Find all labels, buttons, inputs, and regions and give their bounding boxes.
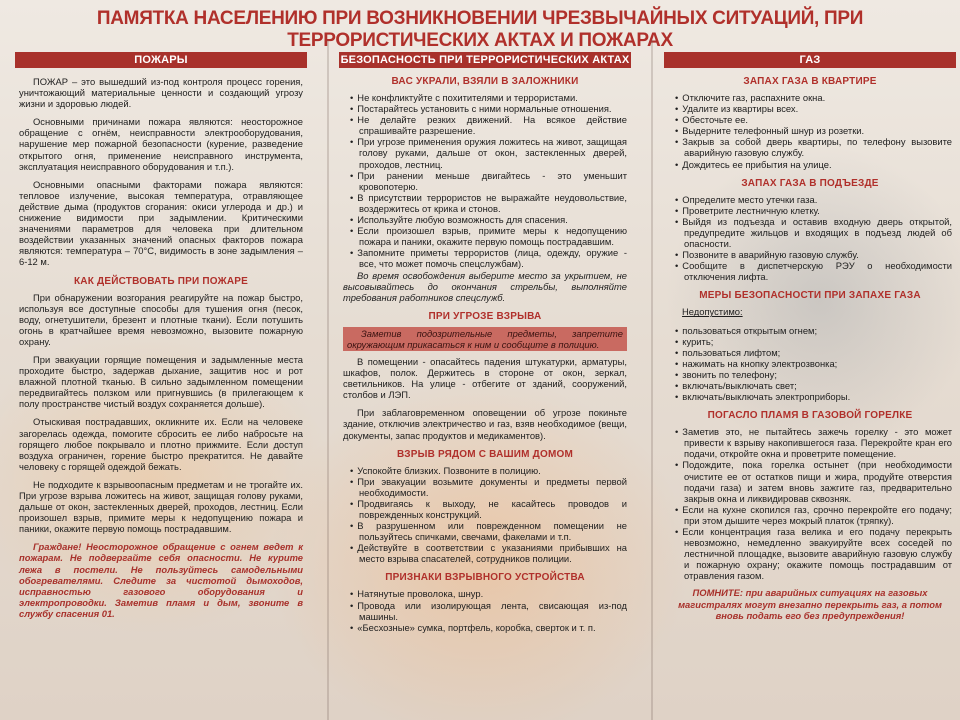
- list-item: • Продвигаясь к выходу, не касайтесь проводов и поврежденных конструкций.: [343, 498, 627, 520]
- list-item: • пользоваться лифтом;: [668, 347, 952, 358]
- gas-apartment-heading: ЗАПАХ ГАЗА В КВАРТИРЕ: [743, 76, 877, 87]
- gas-reminder: ПОМНИТЕ: при аварийных ситуациях на газовых магистралях могут внезапно перекрыть газ, а потом вновь подать его без предупреждения!: [678, 587, 942, 621]
- list-item: • При угрозе применения оружия ложитесь на живот, защищая голову руками, дальше от окон, застекленных дверей, проходов, лестниц.: [343, 136, 627, 169]
- gas-apartment-list: [664, 92, 956, 170]
- list-item: • Дождитесь ее прибытия на улице.: [668, 159, 952, 170]
- forbidden-label: Недопустимо:: [682, 306, 743, 318]
- list-item: • Определите место утечки газа.: [668, 194, 952, 205]
- liberation-note: Во время освобождения выберите место за укрытием, не высовывайтесь до окончания стрельбы, выполняйте требования работников спецслужб.: [343, 269, 627, 303]
- list-item: • нажимать на кнопку электрозвонка;: [668, 358, 952, 369]
- fire-action-3: Отыскивая пострадавших, окликните их. Если на человеке загорелась одежда, помогите сбросить ее либо набросьте на горящего любое покрывало и плотно прижмите. Если доступ воздуха ограничен, горение быстро прекратится. Не давайте человеку с горящей одеждой бежать.: [19, 416, 303, 472]
- list-item: • Успокойте близких. Позвоните в полицию.: [343, 465, 627, 476]
- fire-action-1: При обнаружении возгорания реагируйте на пожар быстро, используя все доступные способы для тушения огня (песок, воду, огнетушители, брезент и плотные ткани). Если потушить огонь в кратчайшее время невозможно, вызовите пожарную охрану.: [19, 291, 303, 347]
- device-signs-list: [339, 588, 631, 632]
- gas-safety-heading: МЕРЫ БЕЗОПАСНОСТИ ПРИ ЗАПАХЕ ГАЗА: [699, 290, 921, 302]
- list-item: • Подождите, пока горелка остынет (при необходимости очистите ее от остатков пищи и жира, продуйте отверстия подачи газа) и затем вновь зажгите газ, предварительно закрыв окна и ликвидировав сквозняк.: [668, 459, 952, 503]
- gas-header: ГАЗ: [664, 52, 956, 68]
- terror-header: БЕЗОПАСНОСТЬ ПРИ ТЕРРОРИСТИЧЕСКИХ АКТАХ: [340, 54, 630, 66]
- list-item: • Постарайтесь установить с ними нормальные отношения.: [343, 103, 627, 114]
- gas-entrance-list: [664, 194, 956, 283]
- list-item: • Сообщите в диспетчерскую РЭУ о необходимости отключения лифта.: [668, 260, 952, 282]
- list-item: • Если концентрация газа велика и его подачу перекрыть невозможно, немедленно эвакуируйте всех соседей по лестничной площадке, вызовите аварийную газовую службу и пожарную охрану; окажите помощь пострадавшим от отравления газом.: [668, 526, 952, 581]
- list-item: • Провода или изолирующая лента, свисающая из-под машины.: [343, 600, 627, 622]
- list-item: • включать/выключать электроприборы.: [668, 391, 952, 402]
- burner-flame-list: [664, 426, 956, 581]
- fire-causes: Основными причинами пожара являются: неосторожное обращение с огнём, неисправности электрооборудования, нарушение мер пожарной безопасности (курение, разведение открытого огня, применение неисправного инструмента, эксплуатация неисправного оборудования и т.п.).: [19, 116, 303, 172]
- list-item: • При ранении меньше двигайтесь - это уменьшит кровопотерю.: [343, 170, 627, 192]
- list-item: • В присутствии террористов не выражайте неудовольствие, воздержитесь от крика и стонов.: [343, 192, 627, 214]
- fire-actions-heading: КАК ДЕЙСТВОВАТЬ ПРИ ПОЖАРЕ: [74, 275, 248, 287]
- suspicious-items-alert: Заметив подозрительные предметы, запретите окружающим прикасаться к ним и сообщите в полицию.: [343, 327, 627, 351]
- nearby-explosion-list: [339, 465, 631, 565]
- page-title: ПАМЯТКА НАСЕЛЕНИЮ ПРИ ВОЗНИКНОВЕНИИ ЧРЕЗВЫЧАЙНЫХ СИТУАЦИЙ, ПРИ ТЕРРОРИСТИЧЕСКИХ АКТАХ И ПОЖАРАХ: [96, 8, 864, 51]
- list-item: • Позвоните в аварийную газовую службу.: [668, 249, 952, 260]
- hostage-heading: ВАС УКРАЛИ, ВЗЯЛИ В ЗАЛОЖНИКИ: [391, 76, 579, 87]
- list-item: • Если произошел взрыв, примите меры к недопущению пожара и паники, окажите первую помощь пострадавшим.: [343, 225, 627, 247]
- forbidden-list: [664, 325, 956, 403]
- gas-column: [664, 52, 956, 714]
- list-item: • Закрыв за собой дверь квартиры, по телефону вызовите аварийную газовую службу.: [668, 136, 952, 158]
- list-item: • Не конфликтуйте с похитителями и террористами.: [343, 92, 627, 103]
- list-item: • курить;: [668, 336, 952, 347]
- list-item: • При эвакуации возьмите документы и предметы первой необходимости.: [343, 476, 627, 498]
- list-item: • Действуйте в соответствии с указаниями прибывших на место взрыва спасателей, сотрудников полиции.: [343, 542, 627, 564]
- list-item: • Если на кухне скопился газ, срочно перекройте его подачу; при этом дышите через мокрый платок (тряпку).: [668, 504, 952, 526]
- list-item: • В разрушенном или поврежденном помещении не пользуйтесь спичками, свечами, факелами и т.п.: [343, 520, 627, 542]
- fire-action-4: Не подходите к взрывоопасным предметам и не трогайте их. При угрозе взрыва ложитесь на живот, защищая голову руками, дальше от окон, застекленных дверей, проходов, лестниц. Если произошел взрыв, примите меры к недопущению пожара и паники, окажите первую помощь пострадавшим.: [19, 478, 303, 535]
- fire-action-2: При эвакуации горящие помещения и задымленные места проходите быстро, задержав дыхание, защитив нос и рот влажной плотной тканью. В сильно задымленном помещении передвигайтесь ползком или пригнувшись (в прилегающем к полу пространстве чистый воздух сохраняется дольше).: [19, 353, 303, 410]
- list-item: • «Бесхозные» сумка, портфель, коробка, сверток и т. п.: [343, 622, 627, 633]
- list-item: • Выдерните телефонный шнур из розетки.: [668, 125, 952, 136]
- explosion-indoor-outdoor: В помещении - опасайтесь падения штукатурки, арматуры, шкафов, полок. Держитесь в стороне от окон, зеркал, светильников. На улице - отбегите от зданий, сооружений, столбов и ЛЭП.: [343, 355, 627, 401]
- list-item: • Обесточьте ее.: [668, 114, 952, 125]
- fold-line-left: [327, 40, 329, 720]
- list-item: • Не делайте резких движений. На всякое действие спрашивайте разрешение.: [343, 114, 627, 136]
- list-item: • пользоваться открытым огнем;: [668, 325, 952, 336]
- explosion-evacuation: При заблаговременном оповещении об угрозе покиньте здание, отключив электричество и газ, взяв необходимое (вещи, документы, запас продуктов и медикаментов).: [343, 407, 627, 441]
- gas-entrance-heading: ЗАПАХ ГАЗА В ПОДЪЕЗДЕ: [741, 177, 879, 189]
- fires-header: ПОЖАРЫ: [15, 52, 307, 68]
- explosion-threat-heading: ПРИ УГРОЗЕ ВЗРЫВА: [428, 310, 542, 322]
- fold-line-right: [651, 40, 653, 720]
- fires-column: [15, 52, 307, 714]
- list-item: • Проветрите лестничную клетку.: [668, 205, 952, 216]
- list-item: • Натянутые проволока, шнур.: [343, 588, 627, 599]
- list-item: • Удалите из квартиры всех.: [668, 103, 952, 114]
- list-item: • звонить по телефону;: [668, 369, 952, 380]
- nearby-explosion-heading: ВЗРЫВ РЯДОМ С ВАШИМ ДОМОМ: [396, 448, 574, 460]
- fire-warning: Граждане! Неосторожное обращение с огнем ведет к пожарам. Не подвергайте себя опасности. Не курите лежа в постели. Не пользуйтесь самодельными обогревателями. Следите за чистотой дымоходов, исправностью газового оборудования и электропроводки. Заметив пламя и дым, звоните в службу спасения 01.: [19, 541, 303, 619]
- list-item: • Заметив это, не пытайтесь зажечь горелку - это может привести к взрыву накопившегося газа. Перекройте кран его подачи, откройте окна и проветрите помещение.: [668, 426, 952, 459]
- list-item: • включать/выключать свет;: [668, 380, 952, 391]
- hostage-list: [339, 92, 631, 270]
- burner-flame-heading: ПОГАСЛО ПЛАМЯ В ГАЗОВОЙ ГОРЕЛКЕ: [707, 410, 913, 422]
- terror-column: [339, 52, 631, 714]
- list-item: • Выйдя из подъезда и оставив входную дверь открытой, предупредите жильцов и входящих в подъезд людей об опасности.: [668, 216, 952, 249]
- list-item: • Используйте любую возможность для спасения.: [343, 214, 627, 225]
- device-signs-heading: ПРИЗНАКИ ВЗРЫВНОГО УСТРОЙСТВА: [385, 572, 585, 584]
- list-item: • Запомните приметы террористов (лица, одежду, оружие - все, что может помочь спецслужбам).: [343, 247, 627, 269]
- fire-definition: ПОЖАР – это вышедший из-под контроля процесс горения, уничтожающий материальные ценности и создающий угрозу жизни и здоровью людей.: [19, 76, 303, 110]
- fire-hazards: Основными опасными факторами пожара являются: тепловое излучение, высокая температура, отравляющее действие дыма (продуктов сгорания: окиси углерода и др.) и снижение видимости при задымлении. Критическими значениями параметров для человека при длительном воздействии указанных значений опасных факторов пожара являются: температура – 70°С, видимость в зоне задымления – 6-12 м.: [19, 178, 303, 268]
- list-item: • Отключите газ, распахните окна.: [668, 92, 952, 103]
